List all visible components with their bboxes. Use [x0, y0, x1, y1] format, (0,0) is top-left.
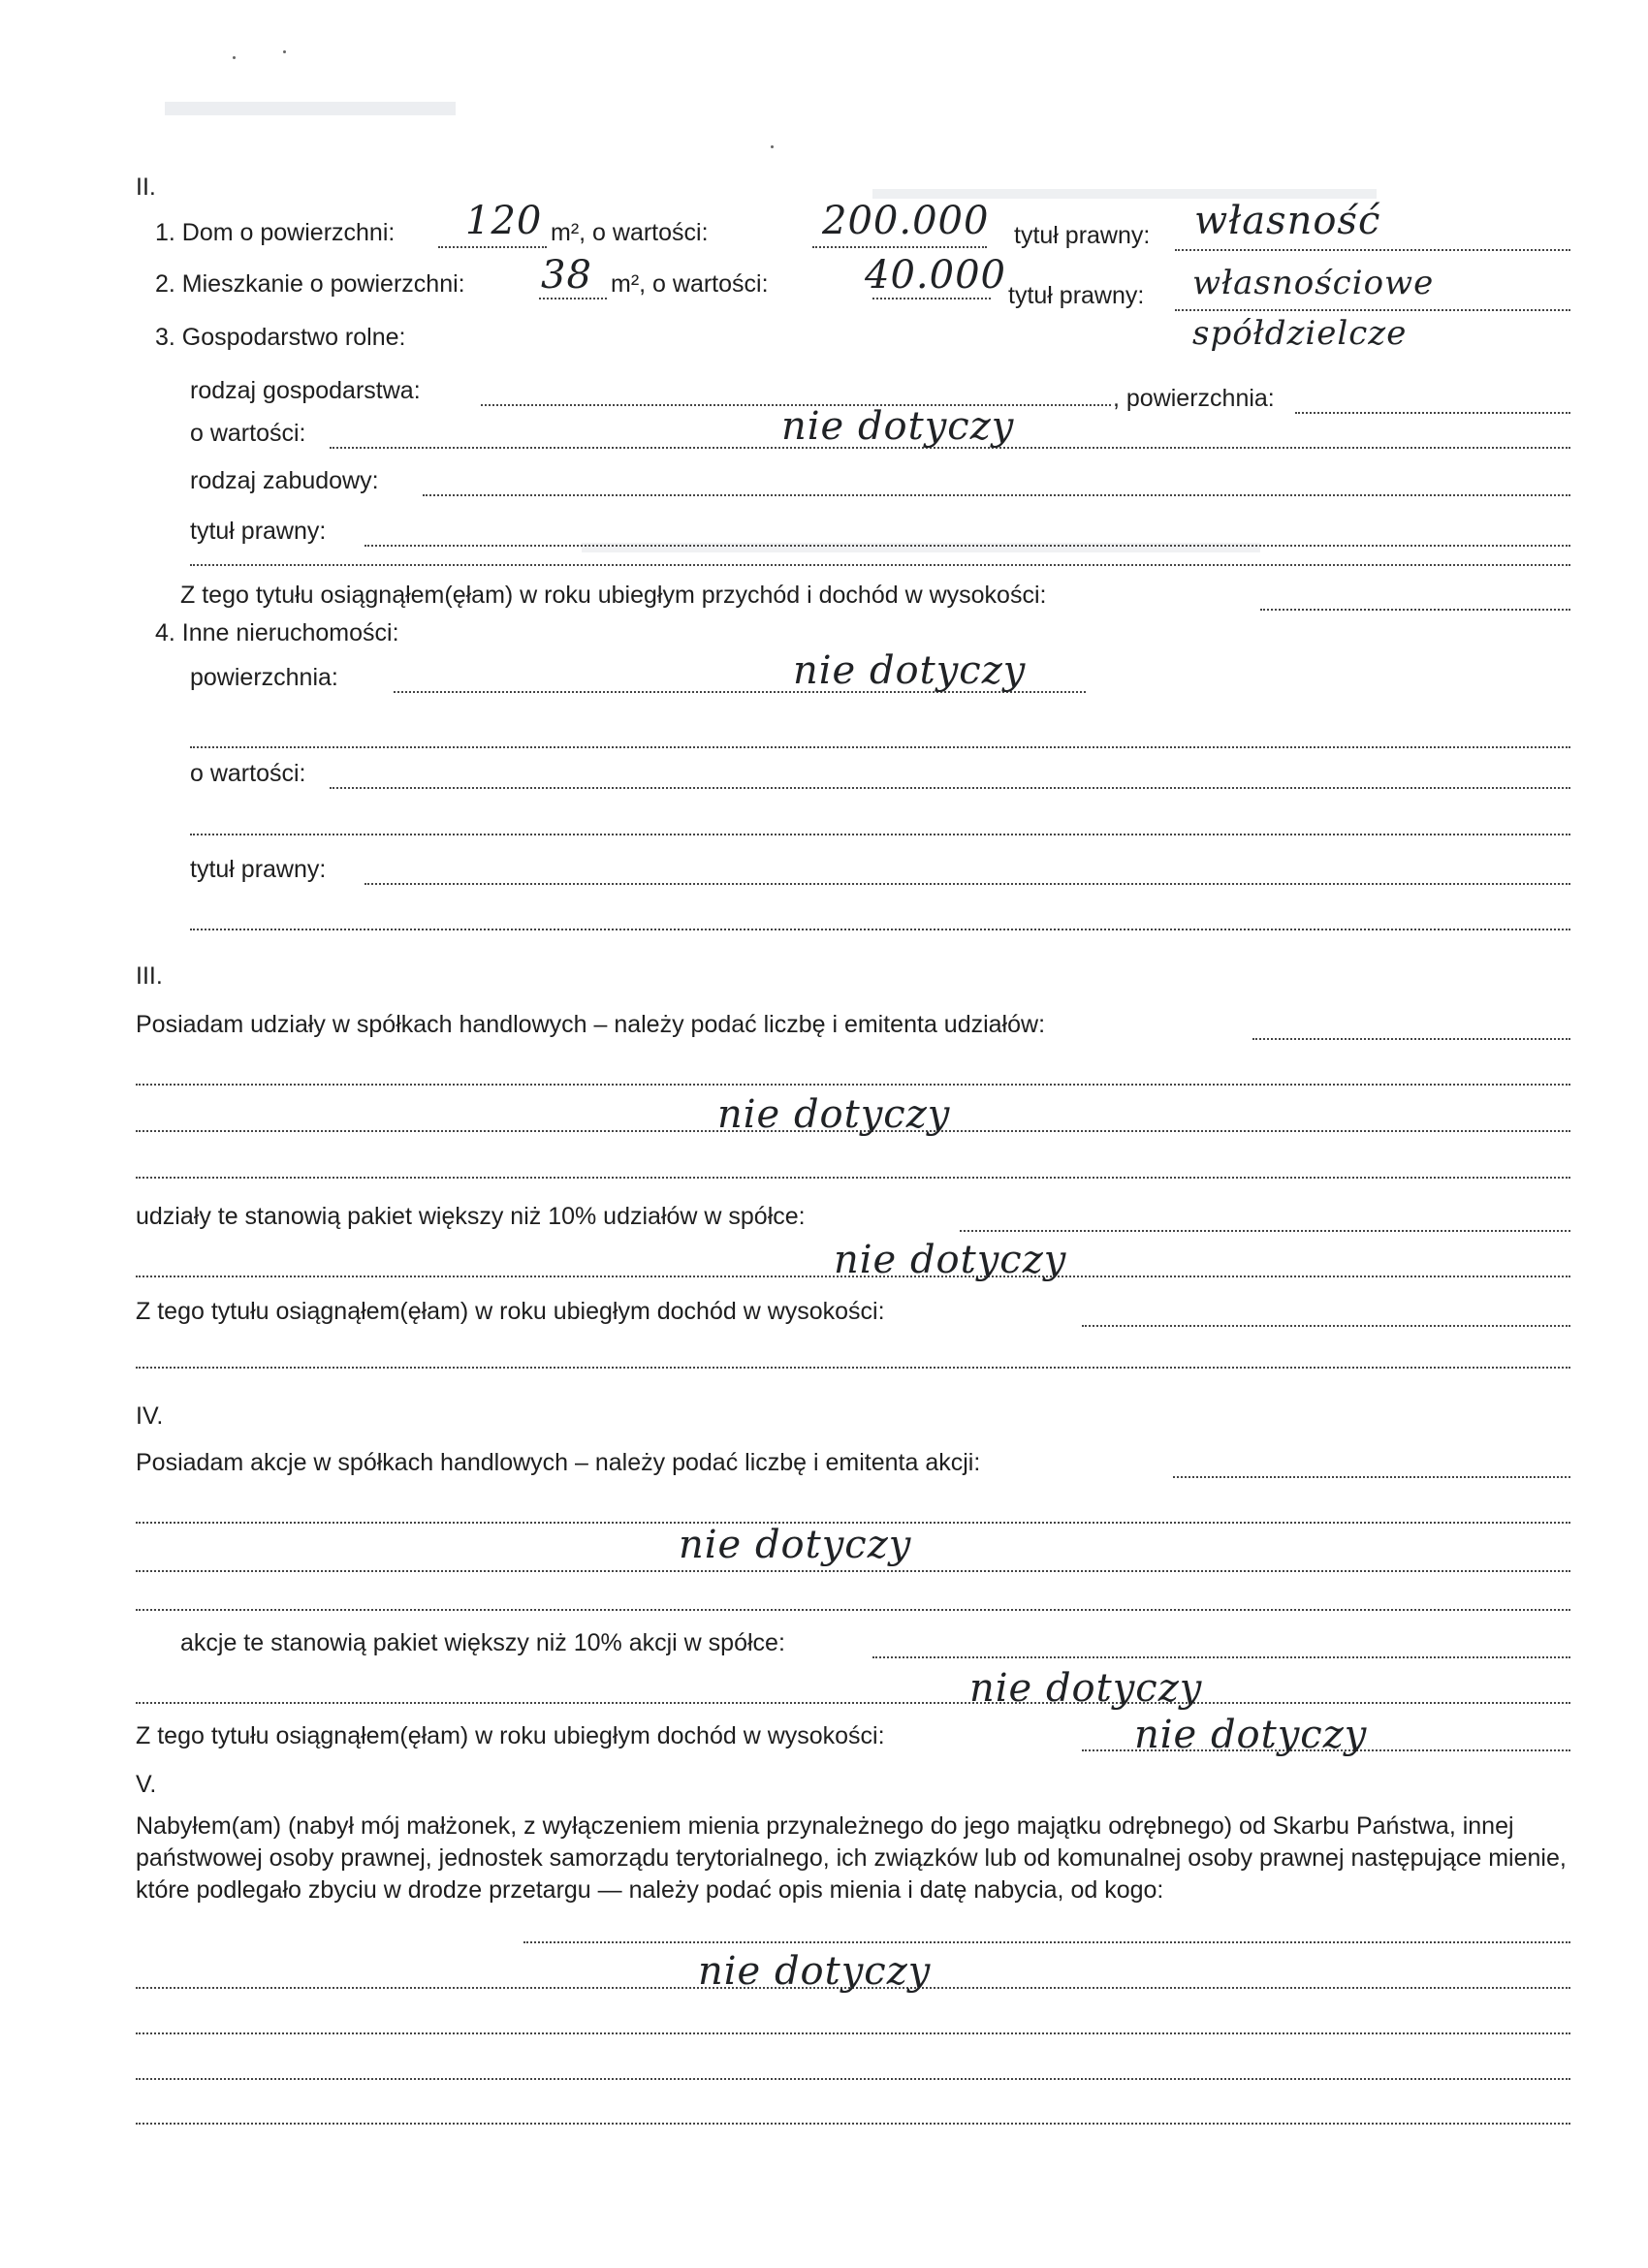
other-area-label: powierzchnia: [190, 664, 338, 691]
flat-area-label: 2. Mieszkanie o powierzchni: [155, 270, 465, 298]
farm-title-label: tytuł prawny: [190, 518, 327, 545]
other-title-line-2 [190, 929, 1570, 930]
farm-income-label: Z tego tytułu osiągnąłem(ęłam) w roku ubiegłym przychód i dochód w wysokości: [180, 582, 1047, 609]
other-title-label: tytuł prawny: [190, 856, 327, 883]
stock-handwritten: nie dotyczy [679, 1523, 912, 1567]
section-heading-5: V. [136, 1771, 157, 1798]
shares-handwritten: nie dotyczy [717, 1092, 951, 1137]
acquisition-line [523, 1941, 1570, 1943]
bleed-through-mark [165, 102, 456, 115]
flat-area-line [539, 298, 607, 299]
house-title-line [1175, 249, 1570, 251]
stock-packet-handwritten: nie dotyczy [969, 1666, 1203, 1711]
stock-packet-label: akcje te stanowią pakiet większy niż 10% akcji w spółce: [180, 1629, 785, 1656]
farm-area-line [1295, 412, 1570, 414]
shares-line-4 [136, 1177, 1570, 1179]
flat-title-value: własnościowe [1192, 264, 1435, 302]
shares-packet-handwritten: nie dotyczy [834, 1238, 1067, 1282]
farm-label: 3. Gospodarstwo rolne: [155, 324, 406, 351]
flat-title-line [1175, 309, 1570, 311]
farm-build-label: rodzaj zabudowy: [190, 467, 379, 494]
stock-income-label: Z tego tytułu osiągnąłem(ęłam) w roku ubiegłym dochód w wysokości: [136, 1722, 885, 1749]
bleed-through-mark [872, 189, 1377, 199]
flat-title-label: tytuł prawny: [1008, 282, 1145, 309]
other-value-line-2 [190, 834, 1570, 835]
flat-unit-value-label: m², o wartości: [611, 270, 769, 298]
shares-line [1252, 1038, 1570, 1040]
stock-line-3 [136, 1570, 1570, 1572]
other-title-line [364, 883, 1570, 885]
farm-extra-line [190, 564, 1570, 566]
speck [283, 50, 286, 53]
flat-area-value: 38 [541, 253, 592, 298]
farm-value-label: o wartości: [190, 420, 306, 447]
stock-label: Posiadam akcje w spółkach handlowych – należy podać liczbę i emitenta akcji: [136, 1449, 981, 1476]
acquisition-text: Nabyłem(am) (nabył mój małżonek, z wyłączeniem mienia przynależnego do jego majątku odrębnego) od Skarbu Państwa, innej państwowej osoby prawnej, jednostek samorządu terytorialnego, ich związków lub od komunalnej osoby prawnej następujące mienie, które podlegało zbyciu w drodze przetargu — należy podać opis mienia i datę nabycia, od kogo: [136, 1812, 1567, 1904]
house-value-line [812, 246, 987, 248]
acquisition-line-3 [136, 2032, 1570, 2034]
flat-value-line [872, 298, 991, 299]
shares-income-line [1082, 1325, 1570, 1327]
farm-income-line [1260, 609, 1570, 611]
shares-line-2 [136, 1084, 1570, 1086]
farm-title-line [364, 545, 1570, 547]
acquisition-line-4 [136, 2078, 1570, 2080]
other-label: 4. Inne nieruchomości: [155, 619, 399, 646]
house-area-value: 120 [465, 199, 543, 243]
shares-packet-line [960, 1230, 1570, 1232]
shares-label: Posiadam udziały w spółkach handlowych – należy podać liczbę i emitenta udziałów: [136, 1011, 1046, 1038]
farm-build-line [423, 494, 1570, 496]
farm-area-label: , powierzchnia: [1113, 385, 1275, 412]
house-area-label: 1. Dom o powierzchni: [155, 219, 396, 246]
farm-value-handwritten: nie dotyczy [781, 404, 1015, 449]
flat-value: 40.000 [865, 253, 1006, 298]
speck [771, 145, 774, 148]
shares-income-label: Z tego tytułu osiągnąłem(ęłam) w roku ubiegłym dochód w wysokości: [136, 1298, 885, 1325]
farm-type-label: rodzaj gospodarstwa: [190, 377, 421, 404]
section-heading-3: III. [136, 962, 163, 990]
other-value-label: o wartości: [190, 760, 306, 787]
other-area-line-2 [190, 746, 1570, 748]
section-heading-4: IV. [136, 1402, 164, 1430]
house-unit-value-label: m², o wartości: [551, 219, 709, 246]
flat-title-value-cont: spółdzielcze [1192, 314, 1408, 353]
section-heading-2: II. [136, 173, 156, 201]
stock-packet-line-2 [136, 1702, 1570, 1704]
shares-packet-label: udziały te stanowią pakiet większy niż 10% udziałów w spółce: [136, 1203, 806, 1230]
acquisition-line-5 [136, 2123, 1570, 2125]
house-area-line [438, 246, 547, 248]
stock-line-4 [136, 1609, 1570, 1611]
house-title-value: własność [1194, 199, 1381, 243]
house-title-label: tytuł prawny: [1014, 222, 1151, 249]
other-area-handwritten: nie dotyczy [793, 648, 1027, 693]
speck [233, 56, 236, 59]
stock-line [1173, 1476, 1570, 1478]
house-value: 200.000 [822, 199, 990, 243]
other-value-line [330, 787, 1570, 789]
shares-income-line-2 [136, 1367, 1570, 1369]
acquisition-handwritten: nie dotyczy [698, 1949, 932, 1994]
stock-income-handwritten: nie dotyczy [1134, 1713, 1368, 1757]
stock-packet-line [872, 1656, 1570, 1658]
